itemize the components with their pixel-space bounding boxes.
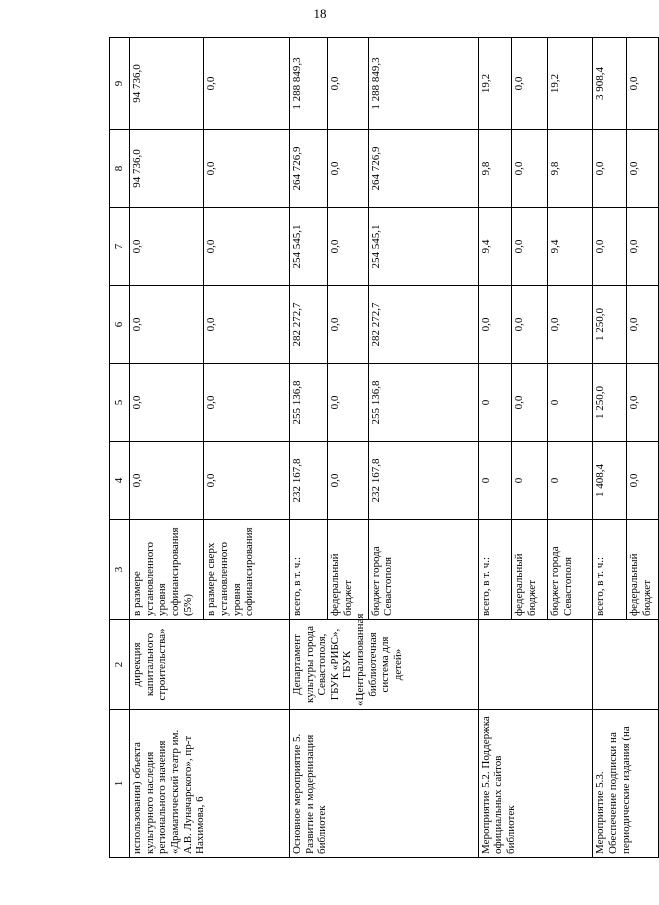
value-cell: 0,0 bbox=[130, 442, 204, 520]
value-cell: 0,0 bbox=[328, 442, 368, 520]
value-cell: 264 726,9 bbox=[368, 130, 478, 208]
funding-source-cell: всего, в т. ч.: bbox=[593, 520, 627, 620]
funding-source-cell: в размере установленного уровня софинансирования (5%) bbox=[130, 520, 204, 620]
column-header-9: 9 bbox=[110, 38, 130, 130]
responsible-executor-cell: Департамент культуры города Севастополя, ГБУК «РИБС», ГБУК «Централизованная библиотечная система для детей» bbox=[289, 620, 478, 710]
value-cell: 0,0 bbox=[204, 130, 289, 208]
value-cell: 0,0 bbox=[593, 130, 627, 208]
value-cell: 232 167,8 bbox=[289, 442, 327, 520]
measure-name-cell: Основное мероприятие 5. Развитие и модернизация библиотек bbox=[289, 710, 478, 858]
value-cell: 255 136,8 bbox=[289, 364, 327, 442]
value-cell: 254 545,1 bbox=[368, 208, 478, 286]
table-row bbox=[289, 38, 327, 858]
value-cell: 1 288 849,3 bbox=[368, 38, 478, 130]
value-cell: 0,0 bbox=[627, 286, 659, 364]
header-row bbox=[110, 38, 130, 858]
value-cell: 0,0 bbox=[328, 364, 368, 442]
responsible-executor-cell bbox=[593, 620, 659, 710]
value-cell: 0,0 bbox=[328, 38, 368, 130]
value-cell: 1 288 849,3 bbox=[289, 38, 327, 130]
funding-source-cell: всего, в т. ч.: bbox=[289, 520, 327, 620]
value-cell: 1 408,4 bbox=[593, 442, 627, 520]
value-cell: 0,0 bbox=[512, 38, 548, 130]
funding-source-cell: федеральный бюджет bbox=[627, 520, 659, 620]
value-cell: 9,4 bbox=[548, 208, 593, 286]
value-cell: 0,0 bbox=[204, 364, 289, 442]
value-cell: 282 272,7 bbox=[368, 286, 478, 364]
column-header-5: 5 bbox=[110, 364, 130, 442]
funding-source-cell: в размере сверх установленного уровня софинансирования bbox=[204, 520, 289, 620]
funding-source-cell: бюджет города Севастополя bbox=[368, 520, 478, 620]
column-header-8: 8 bbox=[110, 130, 130, 208]
table-row bbox=[593, 38, 627, 858]
value-cell: 9,8 bbox=[548, 130, 593, 208]
value-cell: 264 726,9 bbox=[289, 130, 327, 208]
responsible-executor-cell: дирекция капитального строительства» bbox=[130, 620, 290, 710]
measure-name-cell: использования) объекта культурного наследия регионального значения «Драматический театр им. А.В. Луначарского», пр-т Нахимова, 6 bbox=[130, 710, 290, 858]
value-cell: 282 272,7 bbox=[289, 286, 327, 364]
value-cell: 232 167,8 bbox=[368, 442, 478, 520]
value-cell: 94 736,0 bbox=[130, 130, 204, 208]
value-cell: 0,0 bbox=[627, 38, 659, 130]
value-cell: 1 250,0 bbox=[593, 286, 627, 364]
budget-table bbox=[109, 37, 659, 858]
column-header-2: 2 bbox=[110, 620, 130, 710]
value-cell: 0,0 bbox=[204, 442, 289, 520]
value-cell: 254 545,1 bbox=[289, 208, 327, 286]
value-cell: 0,0 bbox=[328, 286, 368, 364]
value-cell: 0,0 bbox=[204, 208, 289, 286]
value-cell: 0,0 bbox=[328, 130, 368, 208]
value-cell: 0,0 bbox=[130, 286, 204, 364]
value-cell: 0,0 bbox=[548, 286, 593, 364]
value-cell: 0,0 bbox=[130, 364, 204, 442]
value-cell: 0,0 bbox=[593, 208, 627, 286]
column-header-7: 7 bbox=[110, 208, 130, 286]
value-cell: 0,0 bbox=[627, 442, 659, 520]
value-cell: 0 bbox=[548, 442, 593, 520]
funding-source-cell: федеральный бюджет bbox=[512, 520, 548, 620]
column-header-3: 3 bbox=[110, 520, 130, 620]
value-cell: 0,0 bbox=[627, 364, 659, 442]
funding-source-cell: федеральный бюджет bbox=[328, 520, 368, 620]
measure-name-cell: Мероприятие 5.2. Поддержка официальных сайтов библиотек bbox=[478, 710, 593, 858]
value-cell: 0 bbox=[478, 442, 512, 520]
value-cell: 9,4 bbox=[478, 208, 512, 286]
funding-source-cell: всего, в т. ч.: bbox=[478, 520, 512, 620]
value-cell: 0,0 bbox=[627, 130, 659, 208]
value-cell: 0,0 bbox=[328, 208, 368, 286]
table-row bbox=[130, 38, 204, 858]
table-row bbox=[478, 38, 512, 858]
value-cell: 94 736,0 bbox=[130, 38, 204, 130]
page-number: 18 bbox=[313, 6, 327, 21]
value-cell: 0,0 bbox=[512, 364, 548, 442]
funding-source-cell: бюджет города Севастополя bbox=[548, 520, 593, 620]
value-cell: 0,0 bbox=[204, 38, 289, 130]
value-cell: 1 250,0 bbox=[593, 364, 627, 442]
column-header-4: 4 bbox=[110, 442, 130, 520]
value-cell: 0,0 bbox=[512, 286, 548, 364]
rotated-table-container bbox=[109, 38, 659, 858]
value-cell: 0,0 bbox=[130, 208, 204, 286]
value-cell: 9,8 bbox=[478, 130, 512, 208]
value-cell: 19,2 bbox=[478, 38, 512, 130]
value-cell: 0,0 bbox=[204, 286, 289, 364]
measure-name-cell: Мероприятие 5.3. Обеспечение подписки на периодические издания (на bbox=[593, 710, 659, 858]
value-cell: 0 bbox=[548, 364, 593, 442]
value-cell: 255 136,8 bbox=[368, 364, 478, 442]
value-cell: 0 bbox=[512, 442, 548, 520]
value-cell: 0,0 bbox=[478, 286, 512, 364]
value-cell: 0,0 bbox=[627, 208, 659, 286]
value-cell: 19,2 bbox=[548, 38, 593, 130]
responsible-executor-cell bbox=[478, 620, 593, 710]
column-header-1: 1 bbox=[110, 710, 130, 858]
value-cell: 3 908,4 bbox=[593, 38, 627, 130]
value-cell: 0 bbox=[478, 364, 512, 442]
value-cell: 0,0 bbox=[512, 208, 548, 286]
column-header-6: 6 bbox=[110, 286, 130, 364]
value-cell: 0,0 bbox=[512, 130, 548, 208]
